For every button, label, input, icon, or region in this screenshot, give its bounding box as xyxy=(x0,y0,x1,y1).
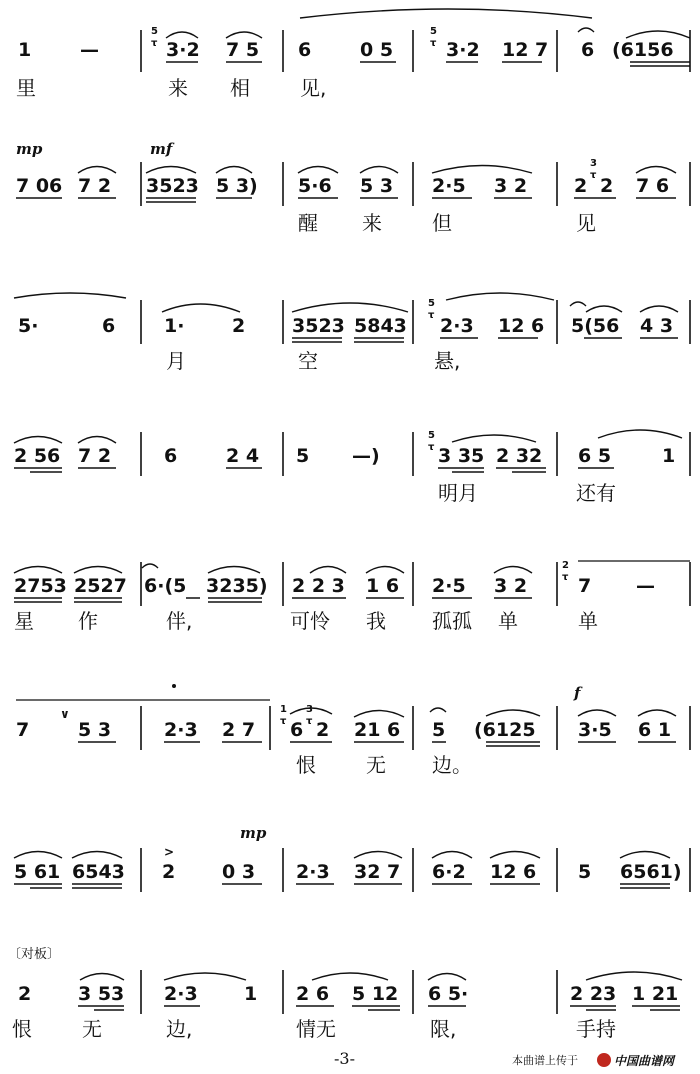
score-row-1 xyxy=(16,9,690,100)
note: 1 xyxy=(18,39,32,61)
note: 1 xyxy=(244,983,258,1005)
grace-note: 5 xyxy=(151,26,158,37)
lyric: 还有 xyxy=(576,481,616,505)
note: — xyxy=(636,575,655,597)
dynamic-marking: mp xyxy=(240,824,267,842)
site-logo xyxy=(597,1053,676,1068)
note: 2·3 xyxy=(296,861,330,883)
note: 2·5 xyxy=(432,575,466,597)
slur xyxy=(432,852,472,859)
note: 6·2 xyxy=(432,861,466,883)
slur xyxy=(312,973,388,980)
slur xyxy=(162,304,240,312)
slur xyxy=(360,167,398,174)
slur xyxy=(636,167,676,174)
slur xyxy=(598,430,682,438)
slur xyxy=(146,167,196,174)
note: 7 xyxy=(578,575,592,597)
page-footer xyxy=(334,1049,676,1068)
slur xyxy=(446,293,554,300)
note: 2 xyxy=(162,861,176,883)
slur xyxy=(14,437,62,444)
fermata xyxy=(578,28,594,32)
note: 12 7 xyxy=(502,39,549,61)
note: (6125 xyxy=(474,719,536,741)
note: 6543 xyxy=(72,861,125,883)
lyric: 单 xyxy=(498,609,518,633)
score-row-6 xyxy=(16,684,690,777)
lyric: 情无 xyxy=(296,1017,336,1041)
slur xyxy=(640,306,678,312)
slur xyxy=(300,9,592,18)
note: 2·3 xyxy=(164,983,198,1005)
slur xyxy=(432,166,532,174)
note: 3 2 xyxy=(494,175,528,197)
lyric: 来 xyxy=(168,76,188,100)
note: (6156 xyxy=(612,39,674,61)
note: 2 32 xyxy=(496,445,543,467)
slur xyxy=(298,167,338,174)
fermata xyxy=(570,302,586,306)
slur xyxy=(586,972,682,980)
lyric: 恨 xyxy=(12,1017,32,1041)
slur xyxy=(366,567,404,574)
lyric: 边, xyxy=(166,1017,193,1041)
lyric: 悬, xyxy=(434,349,461,373)
note: 7 2 xyxy=(78,175,112,197)
note: 2 xyxy=(600,175,614,197)
note: 2·3 xyxy=(164,719,198,741)
grace-note: 1 xyxy=(280,704,287,715)
note: 6 xyxy=(164,445,178,467)
breath-mark: ∨ xyxy=(60,707,70,721)
site-logo-text: 中国曲谱网 xyxy=(614,1054,675,1068)
svg-text:τ: τ xyxy=(428,310,435,321)
note: 2 2 3 xyxy=(292,575,345,597)
lyric: 边。 xyxy=(432,753,472,777)
lyric: 无 xyxy=(366,753,386,777)
note: 0 5 xyxy=(360,39,394,61)
svg-text:τ: τ xyxy=(590,170,597,181)
lyric: 我 xyxy=(366,609,386,633)
slur xyxy=(494,567,532,574)
slur xyxy=(292,303,408,312)
accent-mark: > xyxy=(164,845,175,859)
slur xyxy=(14,852,62,859)
note: —) xyxy=(352,445,380,467)
lyric: 空 xyxy=(298,349,318,373)
svg-text:τ: τ xyxy=(306,716,313,727)
note: 1 21 xyxy=(632,983,679,1005)
dynamic-marking: mf xyxy=(150,140,173,158)
slur xyxy=(452,435,536,442)
score-row-8 xyxy=(8,946,682,1041)
note: 7 5 xyxy=(226,39,260,61)
note: 5·6 xyxy=(298,175,332,197)
note: 2527 xyxy=(74,575,127,597)
note: 5 xyxy=(296,445,310,467)
note: 6 xyxy=(298,39,312,61)
svg-text:τ: τ xyxy=(151,38,158,49)
note: 2 7 xyxy=(222,719,256,741)
note: 1 6 xyxy=(366,575,400,597)
score-row-2 xyxy=(16,140,690,235)
slur xyxy=(486,710,540,716)
lyric: 孤孤 xyxy=(432,609,472,633)
lyric: 可怜 xyxy=(290,609,330,633)
note: 2 4 xyxy=(226,445,260,467)
lyric: 见 xyxy=(576,211,596,235)
slur xyxy=(226,32,262,38)
slur xyxy=(216,167,252,174)
note: 6 xyxy=(581,39,595,61)
note: 2 xyxy=(232,315,246,337)
note: 0 3 xyxy=(222,861,256,883)
slur xyxy=(586,306,622,312)
slur xyxy=(14,293,126,298)
lyric: 作 xyxy=(78,609,98,633)
note: 3·2 xyxy=(166,39,200,61)
note: 12 6 xyxy=(490,861,537,883)
slur xyxy=(208,567,260,574)
lyric: 星 xyxy=(14,609,34,633)
lyric: 手持 xyxy=(576,1017,616,1041)
note: 5· xyxy=(18,315,39,337)
slur xyxy=(80,974,124,981)
slur xyxy=(354,711,404,718)
logo-icon xyxy=(597,1053,611,1067)
grace-note: 3 xyxy=(590,158,597,169)
note: 1· xyxy=(164,315,185,337)
note: 5 3 xyxy=(78,719,112,741)
lyric: 但 xyxy=(432,211,452,235)
note: 5(56 xyxy=(571,315,620,337)
lyric: 单 xyxy=(578,609,598,633)
note: — xyxy=(80,39,99,61)
section-label: 〔对板〕 xyxy=(8,947,61,962)
fermata xyxy=(430,708,446,712)
grace-note: 5 xyxy=(428,430,435,441)
note: 7 2 xyxy=(78,445,112,467)
slur xyxy=(354,852,402,859)
slur xyxy=(428,974,466,981)
note: 2 56 xyxy=(14,445,61,467)
note: 6·(5 xyxy=(144,575,187,597)
score-row-5 xyxy=(14,560,690,633)
slur xyxy=(638,710,676,716)
dynamic-marking: f xyxy=(574,684,581,702)
note: 5 3) xyxy=(216,175,258,197)
note: 3·5 xyxy=(578,719,612,741)
lyric: 见, xyxy=(300,76,327,100)
note: 5 xyxy=(578,861,592,883)
note: 2 xyxy=(316,719,330,741)
fermata xyxy=(142,564,158,568)
slur xyxy=(72,852,122,859)
slur xyxy=(164,973,246,980)
lyric: 相 xyxy=(230,76,250,100)
slur xyxy=(74,567,122,574)
note: 1 xyxy=(662,445,676,467)
lyric: 恨 xyxy=(296,753,316,777)
slur xyxy=(620,852,670,859)
svg-text:τ: τ xyxy=(428,442,435,453)
svg-text:τ: τ xyxy=(430,38,437,49)
note: 6 5 xyxy=(578,445,612,467)
note: 3523 xyxy=(292,315,345,337)
note: 2·3 xyxy=(440,315,474,337)
note: 3235) xyxy=(206,575,268,597)
note: 3·2 xyxy=(446,39,480,61)
lyric: 限, xyxy=(430,1017,457,1041)
grace-note: 5 xyxy=(428,298,435,309)
lyric: 来 xyxy=(362,211,382,235)
score-row-7 xyxy=(14,824,690,892)
note: 2 23 xyxy=(570,983,617,1005)
svg-text:τ: τ xyxy=(562,572,569,583)
lyric: 月 xyxy=(166,349,186,373)
score-row-3 xyxy=(14,293,690,373)
lyric: 里 xyxy=(16,76,36,100)
lyric: 明月 xyxy=(438,481,478,505)
upload-note: 本曲谱上传于 xyxy=(512,1054,578,1067)
slur xyxy=(310,567,346,574)
note: 6561) xyxy=(620,861,682,883)
note: 4 3 xyxy=(640,315,674,337)
note: 5 12 xyxy=(352,983,399,1005)
note: 2 xyxy=(18,983,32,1005)
note: 2·5 xyxy=(432,175,466,197)
note: 2 xyxy=(574,175,588,197)
note: 6 1 xyxy=(638,719,672,741)
note: 5 xyxy=(432,719,446,741)
slur xyxy=(14,567,62,574)
note: 2 6 xyxy=(296,983,330,1005)
note: 32 7 xyxy=(354,861,401,883)
note: 5843 xyxy=(354,315,407,337)
grace-note: 3 xyxy=(306,704,313,715)
lyric: 伴, xyxy=(166,609,193,633)
slur xyxy=(626,31,690,38)
note: 3 53 xyxy=(78,983,125,1005)
note: 12 6 xyxy=(498,315,545,337)
note: 2753 xyxy=(14,575,67,597)
note: 5 3 xyxy=(360,175,394,197)
note: 3 2 xyxy=(494,575,528,597)
note: 6 xyxy=(290,719,304,741)
slur xyxy=(490,852,540,859)
slur xyxy=(78,437,116,444)
slur xyxy=(166,32,198,38)
lyric: 无 xyxy=(82,1017,102,1041)
note: 3523 xyxy=(146,175,199,197)
note: 7 6 xyxy=(636,175,670,197)
svg-text:τ: τ xyxy=(280,716,287,727)
note: 5 61 xyxy=(14,861,61,883)
note: 7 06 xyxy=(16,175,63,197)
dynamic-marking: mp xyxy=(16,140,43,158)
octave-dot xyxy=(172,684,176,688)
note: 21 6 xyxy=(354,719,401,741)
grace-note: 5 xyxy=(430,26,437,37)
lyric: 醒 xyxy=(298,211,318,235)
slur xyxy=(78,167,116,174)
grace-note: 2 xyxy=(562,560,569,571)
page-number: -3- xyxy=(334,1049,355,1068)
note: 6 xyxy=(102,315,116,337)
note: 6 5· xyxy=(428,983,469,1005)
slur xyxy=(578,710,616,716)
note: 3 35 xyxy=(438,445,485,467)
score-row-4 xyxy=(14,430,690,505)
note: 7 xyxy=(16,719,30,741)
